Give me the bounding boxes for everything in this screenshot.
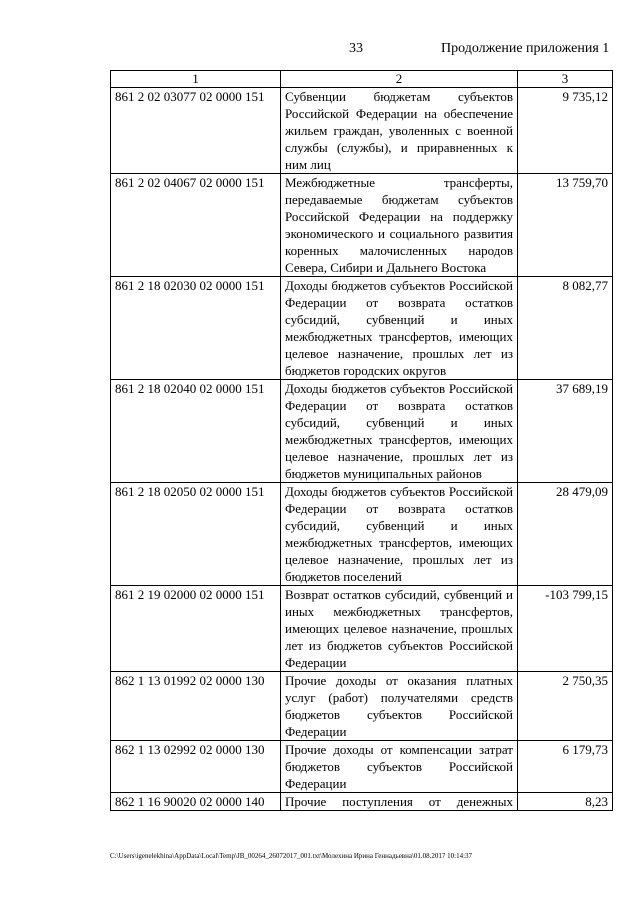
table-row <box>111 793 613 811</box>
table-header-row <box>111 71 613 88</box>
row-code: 861 2 18 02040 02 0000 151 <box>111 380 281 483</box>
row-amount: 8 082,77 <box>518 277 613 380</box>
row-code: 861 2 02 04067 02 0000 151 <box>111 174 281 277</box>
row-description: Субвенции бюджетам субъектов Российской Федерации на обеспечение жильем граждан, уволенных с военной службы (службы), и приравненных к ним лиц <box>281 88 518 174</box>
row-description: Межбюджетные трансферты, передаваемые бюджетам субъектов Российской Федерации на поддержку экономического и социального развития коренных малочисленных народов Севера, Сибири и Дальнего Востока <box>281 174 518 277</box>
row-description: Возврат остатков субсидий, субвенций и иных межбюджетных трансфертов, имеющих целевое назначение, прошлых лет из бюджетов субъектов Российской Федерации <box>281 586 518 672</box>
budget-revenue-table <box>110 70 613 811</box>
row-code: 862 1 16 90020 02 0000 140 <box>111 793 281 811</box>
row-code: 861 2 19 02000 02 0000 151 <box>111 586 281 672</box>
row-code: 861 2 18 02030 02 0000 151 <box>111 277 281 380</box>
row-description: Доходы бюджетов субъектов Российской Федерации от возврата остатков субсидий, субвенций и иных межбюджетных трансфертов, имеющих целевое назначение, прошлых лет из бюджетов городских округов <box>281 277 518 380</box>
row-amount: 9 735,12 <box>518 88 613 174</box>
table-row <box>111 586 613 672</box>
row-code: 861 2 18 02050 02 0000 151 <box>111 483 281 586</box>
table-row <box>111 672 613 741</box>
row-description: Доходы бюджетов субъектов Российской Федерации от возврата остатков субсидий, субвенций и иных межбюджетных трансфертов, имеющих целевое назначение, прошлых лет из бюджетов поселений <box>281 483 518 586</box>
row-amount: 8,23 <box>518 793 613 811</box>
row-description: Прочие поступления от денежных <box>281 793 518 811</box>
row-description: Доходы бюджетов субъектов Российской Федерации от возврата остатков субсидий, субвенций и иных межбюджетных трансфертов, имеющих целевое назначение, прошлых лет из бюджетов муниципальных районов <box>281 380 518 483</box>
table-row <box>111 88 613 174</box>
page-number: 33 <box>349 41 363 56</box>
row-amount: -103 799,15 <box>518 586 613 672</box>
footer-file-path: C:\Users\igenelekhina\AppData\Local\Temp\JB_00264_26072017_001.txt\Молехина Ирина Геннадьевна\01.08.2017 10:14:37 <box>110 852 473 860</box>
table-row <box>111 277 613 380</box>
row-code: 862 1 13 01992 02 0000 130 <box>111 672 281 741</box>
row-amount: 6 179,73 <box>518 741 613 793</box>
row-code: 862 1 13 02992 02 0000 130 <box>111 741 281 793</box>
table-row <box>111 483 613 586</box>
row-amount: 28 479,09 <box>518 483 613 586</box>
row-amount: 37 689,19 <box>518 380 613 483</box>
row-amount: 2 750,35 <box>518 672 613 741</box>
continuation-label: Продолжение приложения 1 <box>441 41 610 56</box>
row-amount: 13 759,70 <box>518 174 613 277</box>
table-row <box>111 741 613 793</box>
column-header-description: 2 <box>281 71 518 88</box>
table-row <box>111 174 613 277</box>
table-row <box>111 380 613 483</box>
row-description: Прочие доходы от оказания платных услуг (работ) получателями средств бюджетов субъектов Российской Федерации <box>281 672 518 741</box>
row-description: Прочие доходы от компенсации затрат бюджетов субъектов Российской Федерации <box>281 741 518 793</box>
row-code: 861 2 02 03077 02 0000 151 <box>111 88 281 174</box>
column-header-amount: 3 <box>518 71 613 88</box>
column-header-code: 1 <box>111 71 281 88</box>
